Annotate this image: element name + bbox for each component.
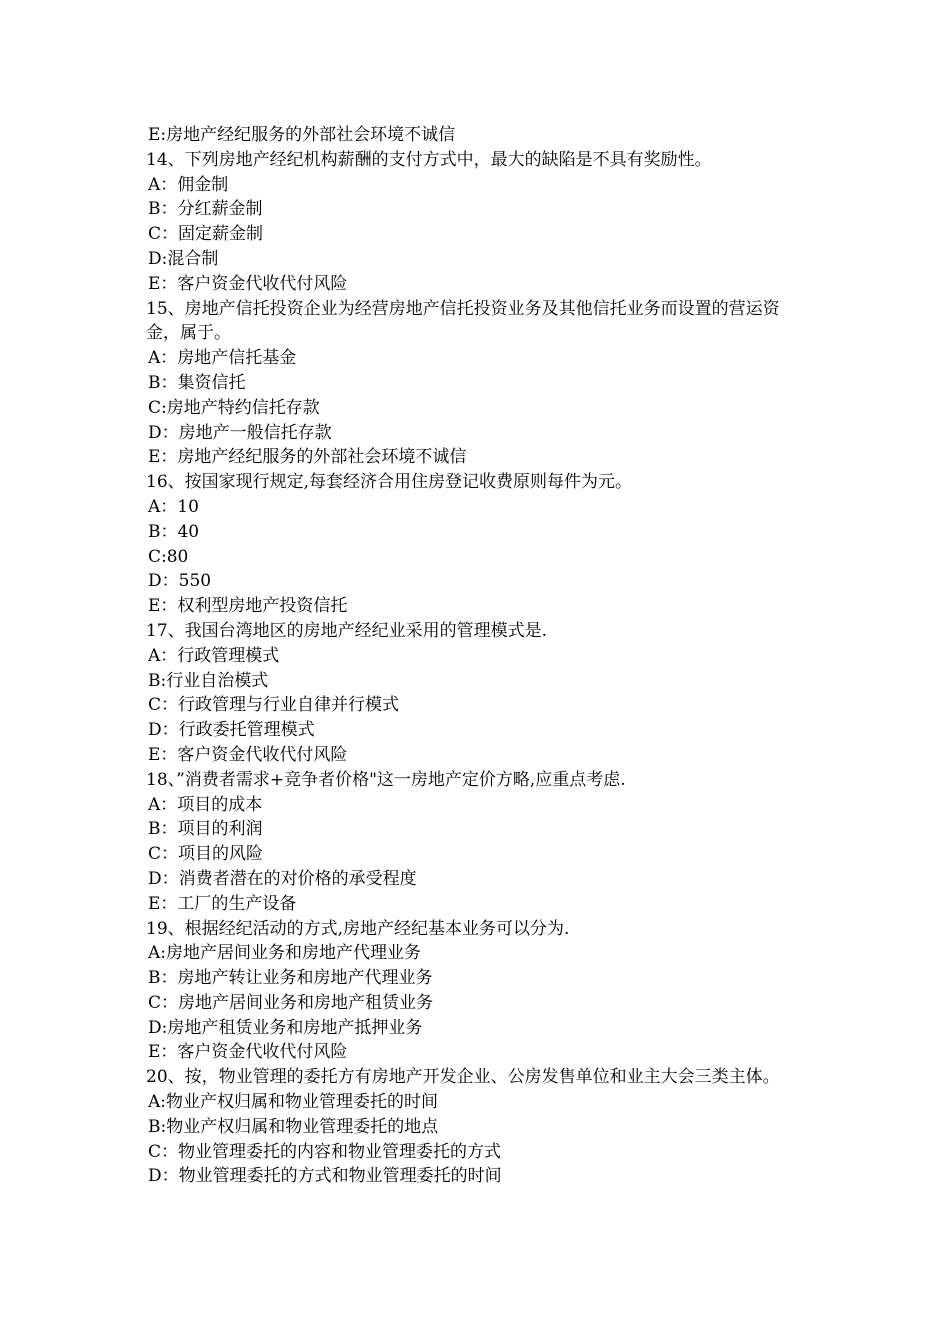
option-line: B：40	[148, 521, 200, 542]
option-line: E:房地产经纪服务的外部社会环境不诚信	[148, 125, 456, 145]
option-line: D:房地产租赁业务和房地产抵押业务	[148, 1017, 423, 1038]
option-line: B：项目的利润	[148, 819, 263, 840]
question-line: 20、按，物业管理的委托方有房地产开发企业、公房发售单位和业主大会三类主体。	[146, 1067, 780, 1088]
option-line: A:房地产居间业务和房地产代理业务	[148, 943, 422, 964]
option-line: E：客户资金代收代付风险	[148, 273, 348, 294]
option-line: D：物业管理委托的方式和物业管理委托的时间	[148, 1166, 502, 1187]
option-line: E：房地产经纪服务的外部社会环境不诚信	[148, 447, 467, 468]
option-line: B:行业自治模式	[148, 670, 269, 691]
option-line: B:物业产权归属和物业管理委托的地点	[148, 1116, 439, 1137]
option-line: C：项目的风险	[148, 844, 264, 865]
question-line: 18、”消费者需求+竞争者价格"这一房地产定价方略,应重点考虑.	[146, 769, 626, 790]
option-line: D：550	[148, 571, 212, 592]
option-line: D:混合制	[148, 248, 219, 269]
option-line: C：固定薪金制	[148, 224, 264, 245]
exam-text-body	[146, 123, 810, 1189]
option-line: B：房地产转让业务和房地产代理业务	[148, 968, 433, 989]
question-line: 19、根据经纪活动的方式,房地产经纪基本业务可以分为.	[146, 918, 570, 939]
option-line: A:物业产权归属和物业管理委托的时间	[148, 1092, 439, 1113]
option-line: E：客户资金代收代付风险	[148, 744, 348, 765]
option-line: B：集资信托	[148, 372, 246, 393]
option-line: D：行政委托管理模式	[148, 720, 315, 741]
option-line: A：10	[148, 496, 199, 517]
option-line: C：行政管理与行业自律并行模式	[148, 695, 400, 716]
question-line: 14、下列房地产经纪机构薪酬的支付方式中，最大的缺陷是不具有奖励性。	[146, 149, 712, 170]
option-line: C:80	[148, 546, 189, 567]
option-line: E：工厂的生产设备	[148, 893, 297, 914]
option-line: A：佣金制	[148, 174, 229, 195]
option-line: C:房地产特约信托存款	[148, 397, 320, 418]
option-line: E：权利型房地产投资信托	[148, 596, 348, 617]
option-line: E：客户资金代收代付风险	[148, 1042, 348, 1063]
option-line: A：行政管理模式	[148, 645, 280, 666]
option-line: C：房地产居间业务和房地产租赁业务	[148, 992, 434, 1013]
option-line: A：房地产信托基金	[148, 348, 297, 369]
question-line: 17、我国台湾地区的房地产经纪业采用的管理模式是.	[146, 620, 548, 641]
option-line: B：分红薪金制	[148, 199, 263, 220]
question-line: 15、房地产信托投资企业为经营房地产信托投资业务及其他信托业务而设置的营运资金，属于。	[146, 298, 780, 344]
option-line: D：消费者潜在的对价格的承受程度	[148, 868, 417, 889]
question-line: 16、按国家现行规定,每套经济合用住房登记收费原则每件为元。	[146, 472, 633, 493]
option-line: C：物业管理委托的内容和物业管理委托的方式	[148, 1141, 502, 1162]
option-line: D：房地产一般信托存款	[148, 422, 332, 443]
option-line: A：项目的成本	[148, 794, 263, 815]
